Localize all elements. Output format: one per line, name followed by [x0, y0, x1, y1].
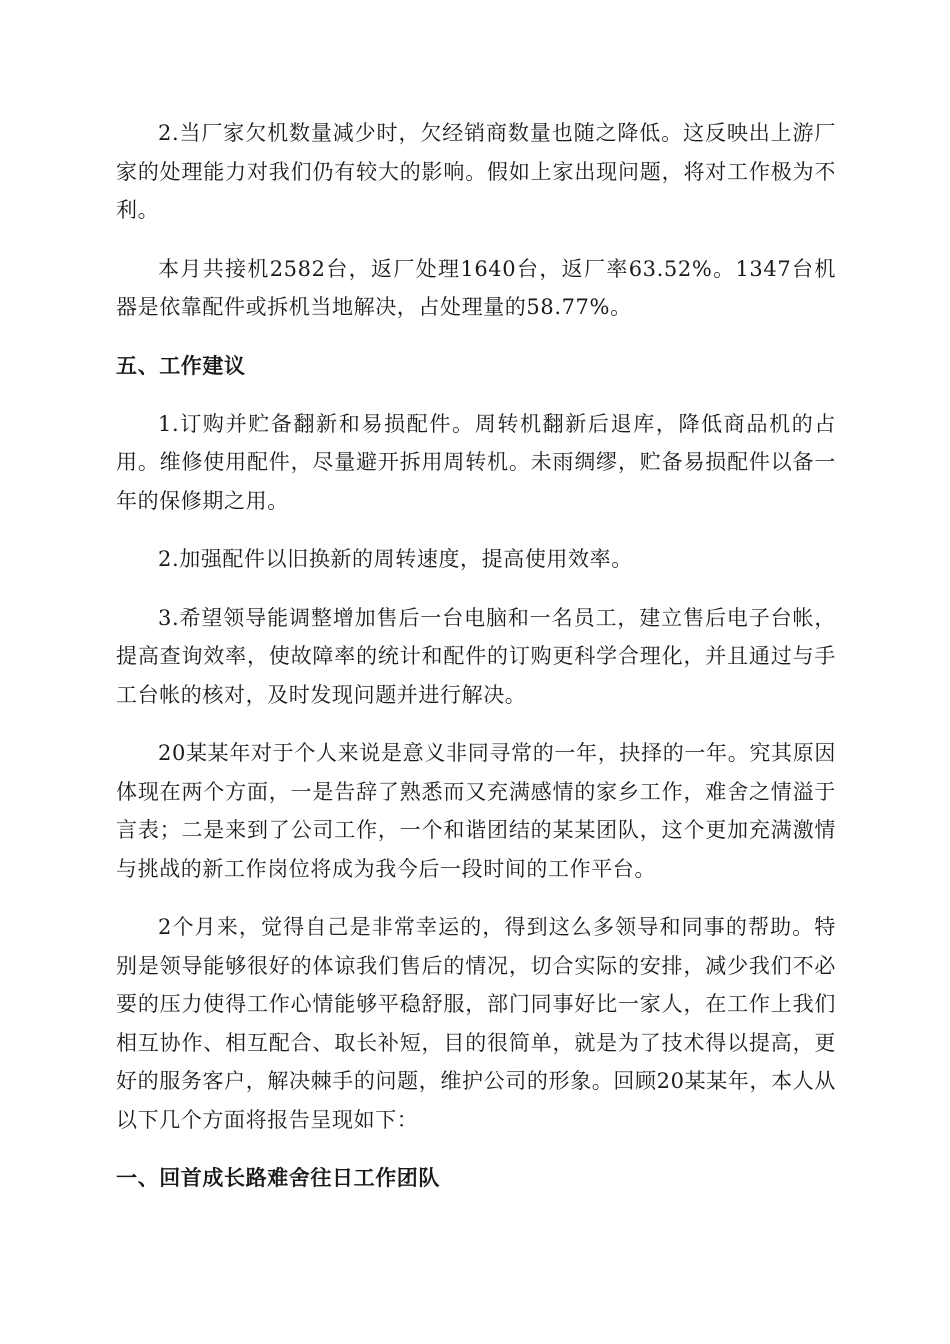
paragraph-spacer [116, 385, 836, 405]
paragraph-suggestion-1: 1.订购并贮备翻新和易损配件。周转机翻新后退库，降低商品机的占用。维修使用配件，尽量避开拆用周转机。未雨绸缪，贮备易损配件以备一年的保修期之用。 [116, 411, 836, 513]
section-heading-growth-path: 一、回首成长路难舍往日工作团队 [116, 1166, 440, 1190]
paragraph-spacer [116, 1139, 836, 1159]
paragraph-manufacturer-backlog: 2.当厂家欠机数量减少时，欠经销商数量也随之降低。这反映出上游厂家的处理能力对我们仍有较大的影响。假如上家出现问题，将对工作极为不利。 [116, 121, 836, 222]
paragraph-spacer [116, 327, 836, 347]
paragraph-two-months-reflection: 2个月来，觉得自己是非常幸运的，得到这么多领导和同事的帮助。特别是领导能够很好的体谅我们售后的情况，切合实际的安排，减少我们不必要的压力使得工作心情能够平稳舒服，部门同事好比一家人，在工作上我们相互协作、相互配合、取长补短，目的很简单，就是为了技术得以提高，更好的服务客户，解决棘手的问题，维护公司的形象。回顾20某某年，本人从以下几个方面将报告呈现如下： [116, 915, 836, 1132]
paragraph-suggestion-2: 2.加强配件以旧换新的周转速度，提高使用效率。 [158, 547, 633, 571]
document-body [116, 114, 836, 1197]
paragraph-suggestion-3: 3.希望领导能调整增加售后一台电脑和一名员工，建立售后电子台帐，提高查询效率，使故障率的统计和配件的订购更科学合理化，并且通过与手工台帐的核对，及时发现问题并进行解决。 [116, 605, 836, 707]
paragraph-spacer [116, 714, 836, 734]
section-heading-work-suggestions: 五、工作建议 [116, 353, 246, 378]
paragraph-spacer [116, 230, 836, 250]
paragraph-spacer [116, 888, 836, 908]
paragraph-monthly-statistics: 本月共接机2582台，返厂处理1640台，返厂率63.52%。1347台机器是依靠配件或拆机当地解决，占处理量的58.77%。 [116, 256, 836, 319]
paragraph-year-review-intro: 20某某年对于个人来说是意义非同寻常的一年，抉择的一年。究其原因体现在两个方面，一是告辞了熟悉而又充满感情的家乡工作，难舍之情溢于言表；二是来到了公司工作，一个和谐团结的某某团队，这个更加充满激情与挑战的新工作岗位将成为我今后一段时间的工作平台。 [116, 741, 836, 881]
paragraph-spacer [116, 579, 836, 599]
paragraph-spacer [116, 520, 836, 540]
